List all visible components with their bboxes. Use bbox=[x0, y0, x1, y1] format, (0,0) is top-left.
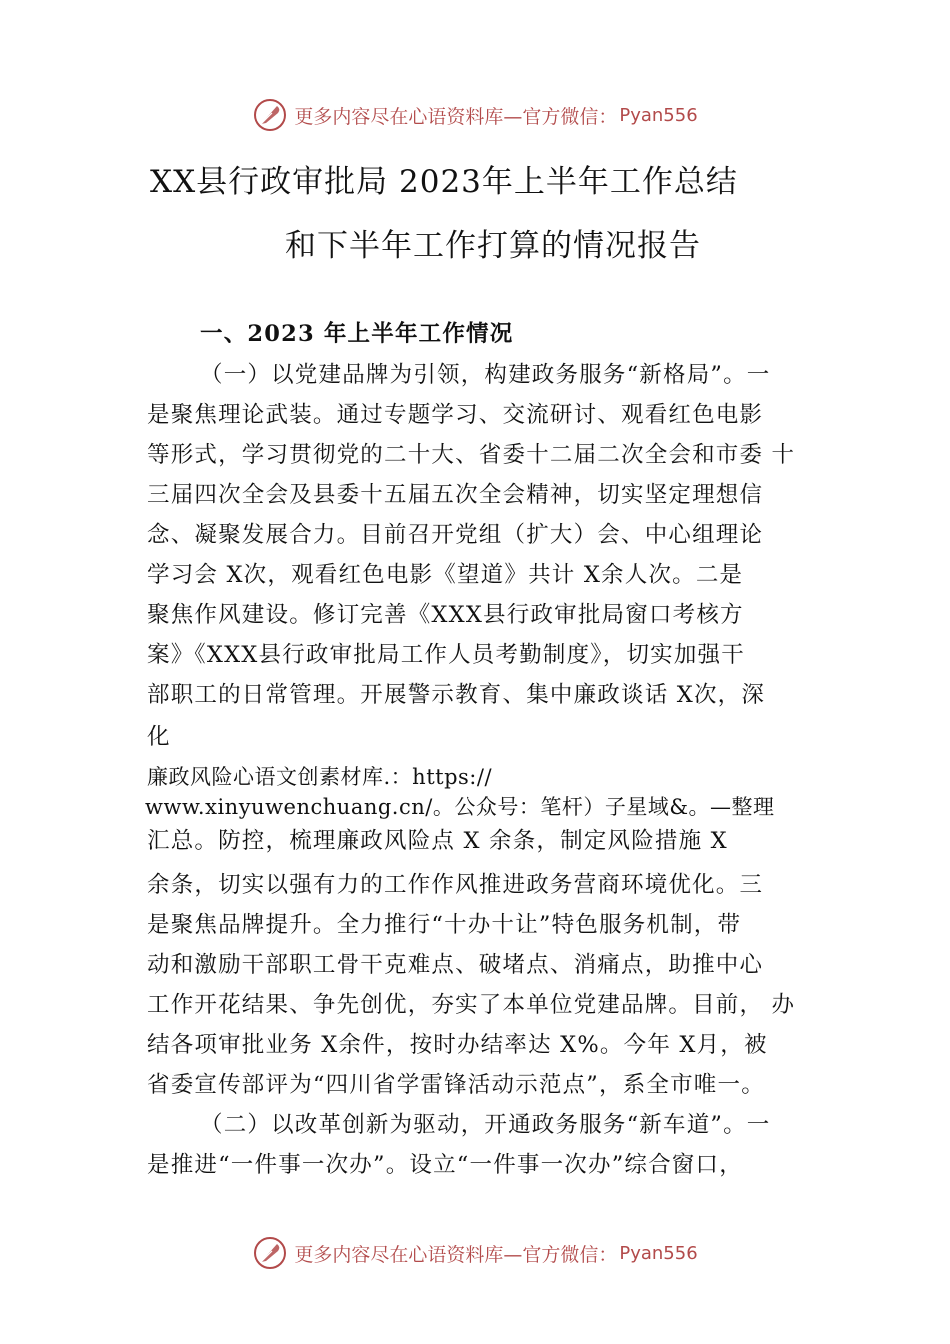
body-line: 部职工的日常管理。开展警示教育、集中廉政谈话 X次，深 bbox=[147, 682, 766, 708]
watermark-wechat-id: Pyan556 bbox=[619, 104, 698, 126]
body-line: 工作开花结果、争先创优，夯实了本单位党建品牌。目前， 办 bbox=[147, 992, 796, 1018]
feather-pen-logo-icon bbox=[252, 1235, 288, 1271]
document-title-line-1: XX县行政审批局 2023年上半年工作总结 bbox=[150, 164, 738, 200]
watermark-wechat-id: Pyan556 bbox=[619, 1242, 698, 1264]
watermark-banner-top bbox=[0, 95, 950, 135]
body-line: 聚焦作风建设。修订完善《XXX县行政审批局窗口考核方 bbox=[147, 602, 744, 628]
body-line-source-note: 廉政风险心语文创素材库.：https:// bbox=[147, 765, 493, 789]
body-line: 等形式，学习贯彻党的二十大、省委十二届二次全会和市委 十 bbox=[147, 442, 796, 468]
body-line: 是聚焦理论武装。通过专题学习、交流研讨、观看红色电影 bbox=[147, 402, 764, 428]
body-line: 结各项审批业务 X余件，按时办结率达 X%。今年 X月，被 bbox=[147, 1032, 768, 1058]
body-line: 念、凝聚发展合力。目前召开党组（扩大）会、中心组理论 bbox=[147, 522, 764, 548]
watermark-text: 更多内容尽在心语资料库—官方微信： bbox=[294, 1243, 618, 1266]
body-line: 化 bbox=[147, 724, 171, 750]
body-line: 汇总。防控，梳理廉政风险点 X 余条，制定风险措施 X bbox=[147, 828, 728, 854]
body-line: 省委宣传部评为“四川省学雷锋活动示范点”，系全市唯一。 bbox=[147, 1072, 765, 1098]
body-line: 案》《XXX县行政审批局工作人员考勤制度》，切实加强干 bbox=[147, 642, 745, 668]
body-line: 是推进“一件事一次办”。设立“一件事一次办”综合窗口， bbox=[147, 1152, 743, 1178]
body-line: （一）以党建品牌为引领，构建政务服务“新格局”。一 bbox=[200, 362, 771, 388]
body-line: 是聚焦品牌提升。全力推行“十办十让”特色服务机制，带 bbox=[147, 912, 742, 938]
body-line: 学习会 X次，观看红色电影《望道》共计 X余人次。二是 bbox=[147, 562, 744, 588]
section-heading: 一、2023 年上半年工作情况 bbox=[200, 321, 514, 347]
document-title-line-2: 和下半年工作打算的情况报告 bbox=[285, 228, 701, 264]
body-line: 动和激励干部职工骨干克难点、破堵点、消痛点，助推中心 bbox=[147, 952, 764, 978]
body-line-subheading: （二）以改革创新为驱动，开通政务服务“新车道”。一 bbox=[200, 1112, 771, 1138]
body-line: 三届四次全会及县委十五届五次全会精神，切实坚定理想信 bbox=[147, 482, 764, 508]
watermark-banner-bottom bbox=[0, 1233, 950, 1273]
body-line-source-url: www.xinyuwenchuang.cn/。公众号：笔杆）子星域&。—整理 bbox=[145, 795, 775, 819]
body-line: 余条，切实以强有力的工作作风推进政务营商环境优化。三 bbox=[147, 872, 764, 898]
feather-pen-logo-icon bbox=[252, 97, 288, 133]
watermark-text: 更多内容尽在心语资料库—官方微信： bbox=[294, 105, 618, 128]
